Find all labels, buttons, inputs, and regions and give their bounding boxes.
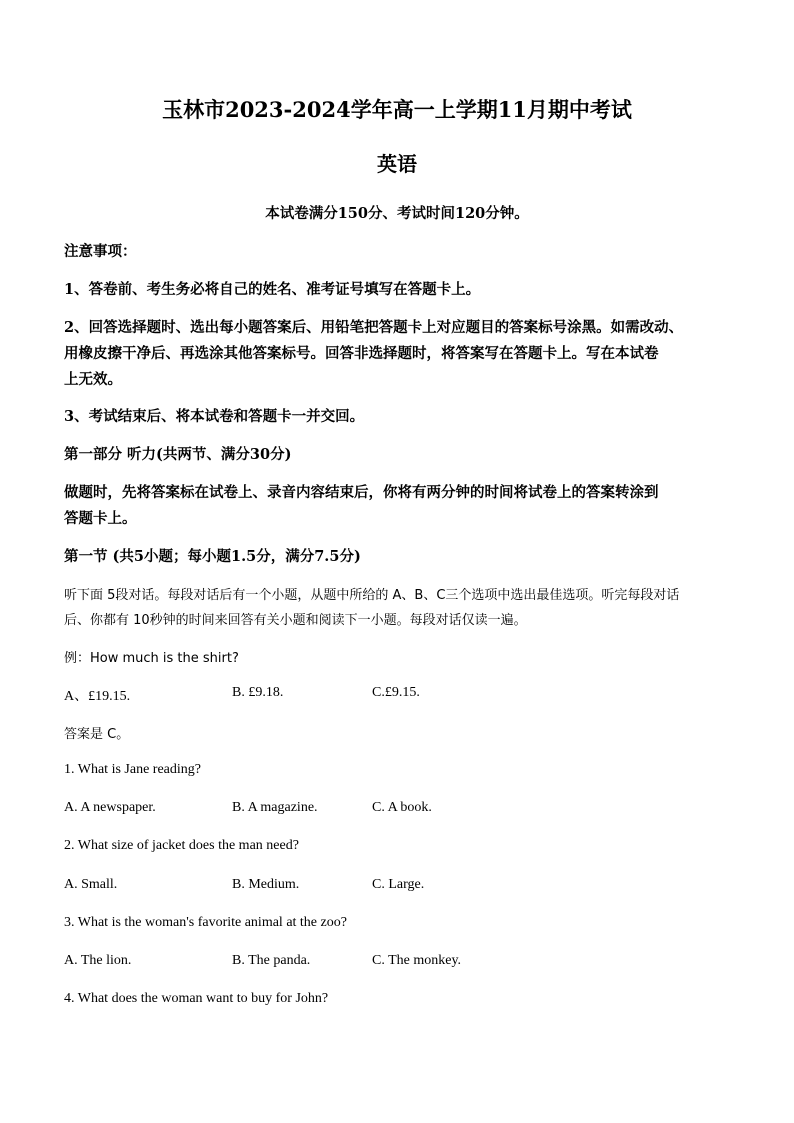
note-item-2-line-2: 用橡皮擦干净后、再选涂其他答案标号。回答非选择题时，将答案写在答题卡上。写在本试卷 xyxy=(64,345,659,362)
question-2-option-c: C. Large. xyxy=(372,877,425,892)
question-3-option-b: B. The panda. xyxy=(232,953,311,968)
subject-title: 英语 xyxy=(377,152,417,176)
question-3-option-c: C. The monkey. xyxy=(372,953,462,968)
section1-heading: 第一节 (共5小题；每小题1.5分，满分7.5分) xyxy=(64,548,361,565)
section1-instr-line-1: 听下面 5段对话。每段对话后有一个小题，从题中所给的 A、B、C三个选项中选出最佳选项。听完每段对话 xyxy=(64,588,680,603)
part1-heading: 第一部分 听力(共两节、满分30分) xyxy=(64,446,292,463)
question-1-option-a: A. A newspaper. xyxy=(64,800,156,815)
example-question: 例：How much is the shirt? xyxy=(64,651,239,666)
notes-heading: 注意事项： xyxy=(64,243,137,260)
section1-instr-line-2: 后、你都有 10秒钟的时间来回答有关小题和阅读下一小题。每段对话仅读一遍。 xyxy=(64,613,527,628)
note-item-3: 3、考试结束后、将本试卷和答题卡一并交回。 xyxy=(64,408,365,425)
question-1-option-c: C. A book. xyxy=(372,800,432,815)
note-item-2-line-3: 上无效。 xyxy=(64,371,122,388)
example-answer: 答案是 C。 xyxy=(64,727,130,742)
question-3: 3. What is the woman's favorite animal at the zoo? xyxy=(64,915,347,930)
part1-instr-line-1: 做题时，先将答案标在试卷上、录音内容结束后，你将有两分钟的时间将试卷上的答案转涂到 xyxy=(64,484,659,501)
example-option-c: C.£9.15. xyxy=(372,685,420,700)
question-2-option-b: B. Medium. xyxy=(232,877,300,892)
note-item-1: 1、答卷前、考生务必将自己的姓名、准考证号填写在答题卡上。 xyxy=(64,281,481,298)
question-3-option-a: A. The lion. xyxy=(64,953,132,968)
question-1: 1. What is Jane reading? xyxy=(64,762,201,777)
question-2: 2. What size of jacket does the man need? xyxy=(64,838,299,853)
example-option-a: A、£19.15. xyxy=(64,689,131,704)
exam-info: 本试卷满分150分、考试时间120分钟。 xyxy=(265,205,529,222)
note-item-2-line-1: 2、回答选择题时、选出每小题答案后、用铅笔把答题卡上对应题目的答案标号涂黑。如需改动、 xyxy=(64,319,684,336)
page-title: 玉林市2023-2024学年高一上学期11月期中考试 xyxy=(162,97,632,122)
question-2-option-a: A. Small. xyxy=(64,877,118,892)
question-4: 4. What does the woman want to buy for John? xyxy=(64,991,329,1006)
question-1-option-b: B. A magazine. xyxy=(232,800,318,815)
example-option-b: B. £9.18. xyxy=(232,685,284,700)
part1-instr-line-2: 答题卡上。 xyxy=(64,510,137,527)
